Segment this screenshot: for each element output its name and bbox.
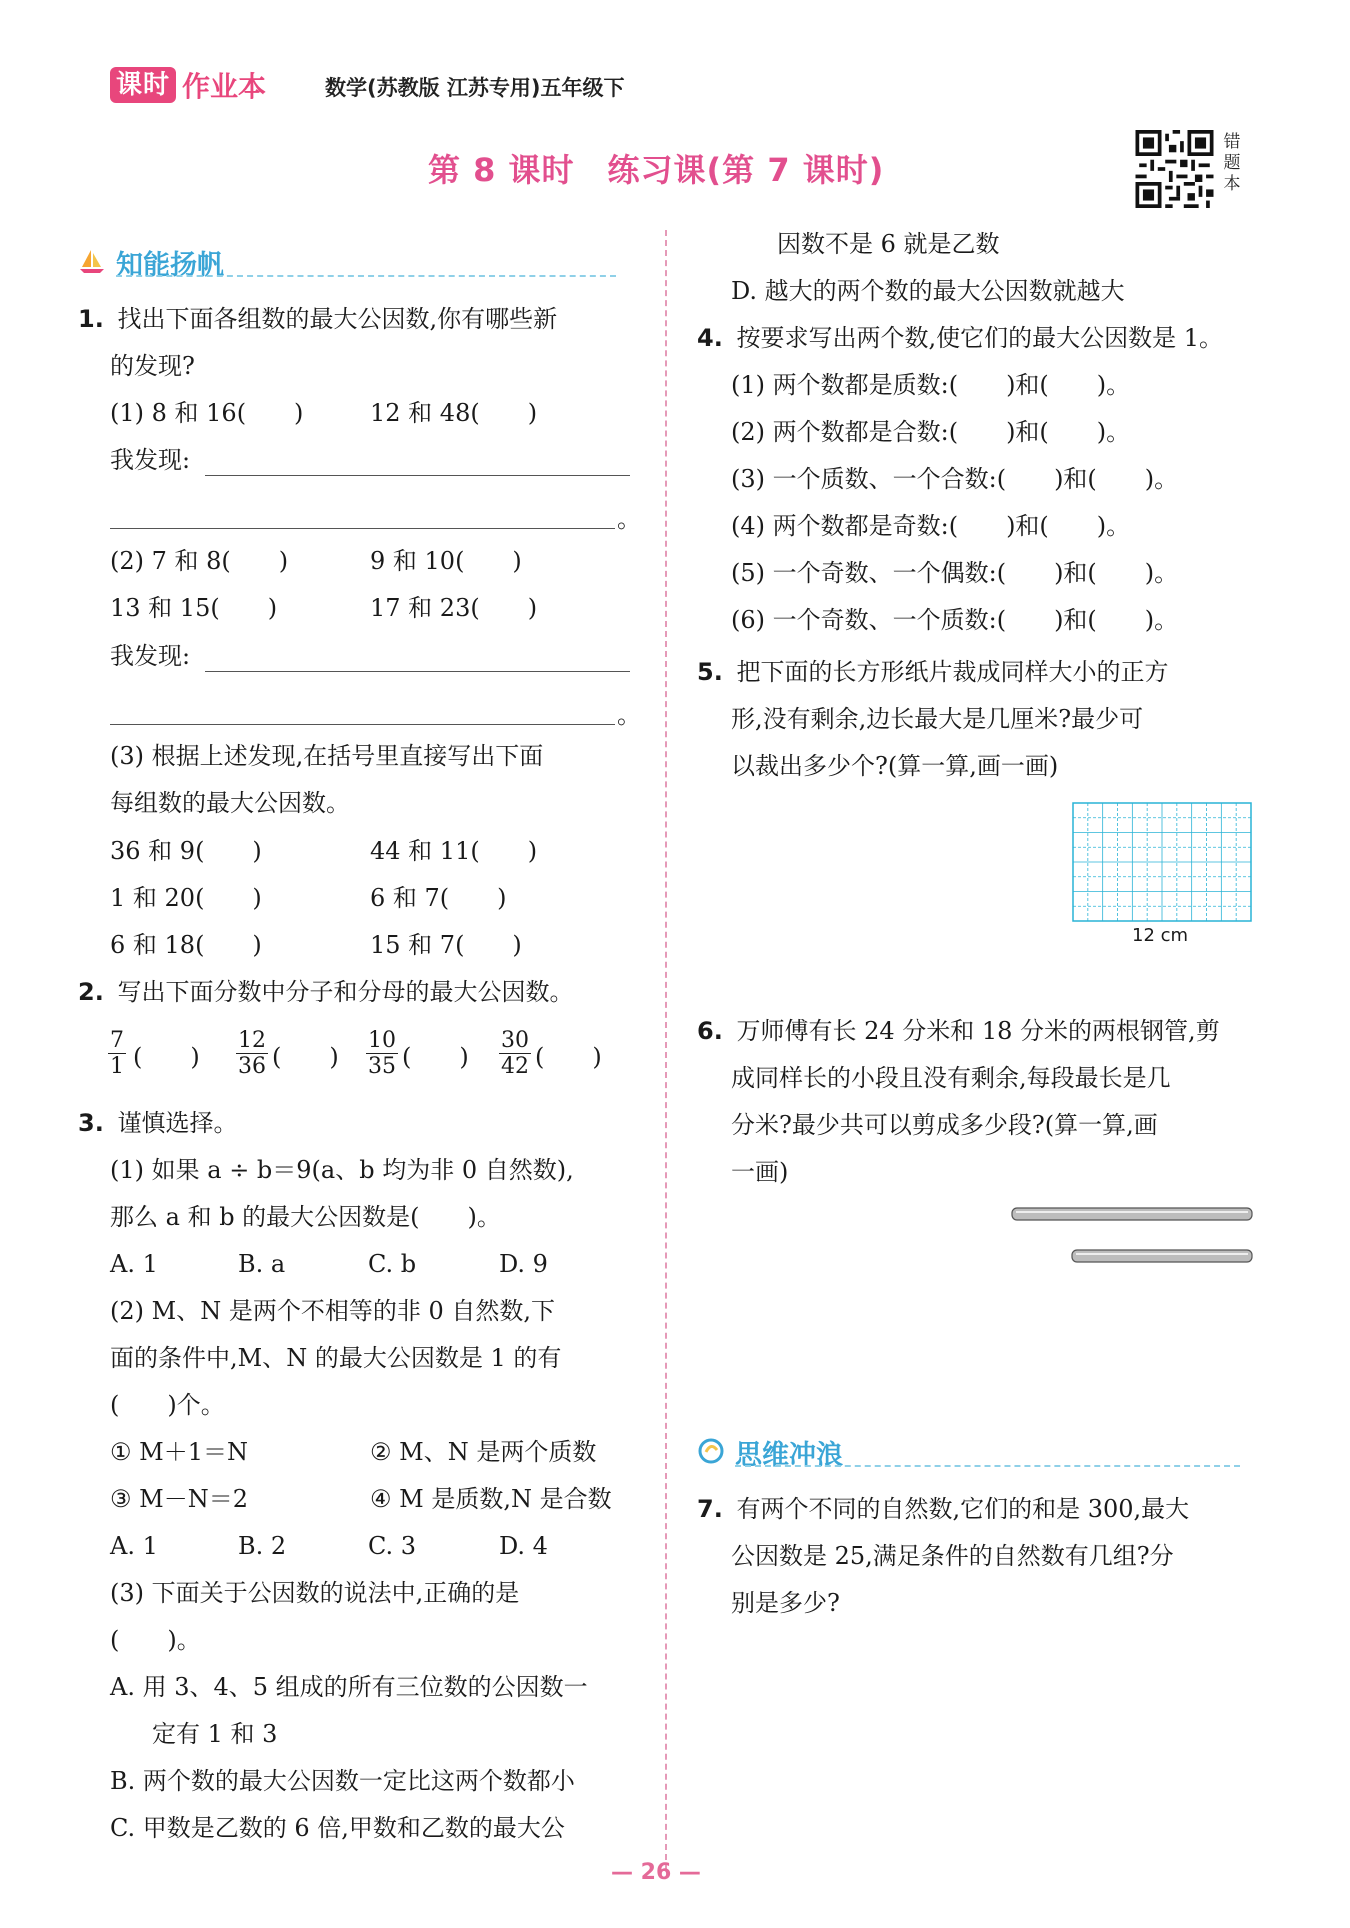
wrong-book-label: 错题本	[1223, 132, 1241, 194]
section-title: 知能扬帆	[116, 250, 224, 281]
section-title: 思维冲浪	[735, 1440, 843, 1471]
q1-r3-a: 6 和 18( )	[110, 931, 262, 959]
fraction: $\frac{7}{1}$	[110, 1028, 124, 1079]
question-stem-cont: 成同样长的小段且没有剩余,每段最长是几	[731, 1064, 1171, 1092]
q4-item-1: (1) 两个数都是质数:( )和( )。	[731, 371, 1131, 399]
question-stem-cont: 公因数是 25,满足条件的自然数有几组?分	[731, 1542, 1174, 1570]
steel-pipes	[1000, 1200, 1260, 1270]
option-a[interactable]: A. 1	[110, 1532, 158, 1560]
section-header-siwei	[697, 1433, 1249, 1473]
question-4	[697, 323, 1223, 353]
q1-p2-c: 13 和 15( )	[110, 594, 278, 622]
question-number: 4.	[697, 324, 723, 352]
q4-item-2: (2) 两个数都是合数:( )和( )。	[731, 418, 1131, 446]
q3-p1-line1: (1) 如果 a ÷ b＝9(a、b 均为非 0 自然数),	[110, 1156, 574, 1184]
question-3	[78, 1108, 237, 1138]
q1-r1-b: 44 和 11( )	[370, 837, 538, 865]
question-stem: 写出下面分数中分子和分母的最大公因数。	[117, 978, 574, 1006]
question-number: 1.	[78, 305, 104, 333]
q1-r3-b: 15 和 7( )	[370, 931, 522, 959]
option-c[interactable]: C. b	[368, 1250, 417, 1278]
question-6	[697, 1016, 1220, 1046]
question-stem-cont: 别是多少?	[731, 1589, 840, 1617]
fraction-blank: ( )	[402, 1043, 469, 1071]
column-divider	[665, 230, 667, 1870]
option-d[interactable]: D. 9	[499, 1250, 548, 1278]
condition-1: ① M＋1＝N	[110, 1438, 248, 1466]
q3-p2-line2: 面的条件中,M、N 的最大公因数是 1 的有	[110, 1344, 562, 1372]
sailboat-icon	[78, 247, 106, 275]
option-d[interactable]: D. 越大的两个数的最大公因数就越大	[731, 277, 1125, 305]
grid-width-label: 12 cm	[1132, 925, 1189, 946]
q1-p3-line2: 每组数的最大公因数。	[110, 789, 350, 817]
question-1	[78, 304, 557, 334]
period: 。	[617, 701, 641, 729]
rectangle-grid[interactable]	[1072, 802, 1252, 922]
answer-line[interactable]	[205, 475, 630, 476]
q4-item-3: (3) 一个质数、一个合数:( )和( )。	[731, 465, 1179, 493]
q3-p2-line1: (2) M、N 是两个不相等的非 0 自然数,下	[110, 1297, 555, 1325]
question-number: 5.	[697, 658, 723, 686]
period: 。	[617, 505, 641, 533]
option-b[interactable]: B. a	[238, 1250, 286, 1278]
option-b[interactable]: B. 2	[238, 1532, 287, 1560]
steel-pipe-18	[1072, 1250, 1252, 1262]
question-stem: 万师傅有长 24 分米和 18 分米的两根钢管,剪	[736, 1017, 1220, 1045]
fraction: $\frac{30}{42}$	[501, 1028, 529, 1079]
q1-p2-d: 17 和 23( )	[370, 594, 538, 622]
q1-p3-line1: (3) 根据上述发现,在括号里直接写出下面	[110, 742, 544, 770]
question-stem-cont: 形,没有剩余,边长最大是几厘米?最少可	[731, 705, 1144, 733]
question-number: 2.	[78, 978, 104, 1006]
question-number: 7.	[697, 1495, 723, 1523]
option-a[interactable]: A. 1	[110, 1250, 158, 1278]
question-number: 6.	[697, 1017, 723, 1045]
q1-r1-a: 36 和 9( )	[110, 837, 262, 865]
page-number: — 26 —	[611, 1860, 701, 1885]
question-2	[78, 977, 573, 1007]
answer-line[interactable]	[110, 528, 615, 529]
subject-label: 数学(苏教版 江苏专用)五年级下	[325, 76, 625, 100]
option-d[interactable]: D. 4	[499, 1532, 548, 1560]
question-stem-cont: 分米?最少共可以剪成多少段?(算一算,画	[731, 1111, 1158, 1139]
q4-item-6: (6) 一个奇数、一个质数:( )和( )。	[731, 606, 1179, 634]
answer-line[interactable]	[205, 671, 630, 672]
option-c[interactable]: C. 甲数是乙数的 6 倍,甲数和乙数的最大公	[110, 1814, 565, 1842]
question-stem: 把下面的长方形纸片裁成同样大小的正方	[736, 658, 1169, 686]
question-stem: 谨慎选择。	[117, 1109, 238, 1137]
section-header-zhineng	[78, 243, 630, 283]
question-stem: 有两个不同的自然数,它们的和是 300,最大	[736, 1495, 1190, 1523]
question-5	[697, 657, 1168, 687]
q3-p3-line2: ( )。	[110, 1626, 201, 1654]
answer-line[interactable]	[110, 724, 615, 725]
q4-item-4: (4) 两个数都是奇数:( )和( )。	[731, 512, 1131, 540]
fraction-blank: ( )	[133, 1043, 200, 1071]
fraction-blank: ( )	[535, 1043, 602, 1071]
option-c-cont: 因数不是 6 就是乙数	[777, 230, 1000, 258]
section-underline	[116, 275, 616, 277]
qr-code-icon[interactable]	[1133, 130, 1216, 208]
question-stem: 按要求写出两个数,使它们的最大公因数是 1。	[736, 324, 1223, 352]
q4-item-5: (5) 一个奇数、一个偶数:( )和( )。	[731, 559, 1179, 587]
q1-found-label: 我发现:	[110, 446, 191, 474]
condition-2: ② M、N 是两个质数	[370, 1438, 597, 1466]
question-stem-cont: 一画)	[731, 1158, 789, 1186]
option-a[interactable]: A. 用 3、4、5 组成的所有三位数的公因数一	[110, 1673, 588, 1701]
q1-p1-b: 12 和 48( )	[370, 399, 538, 427]
question-stem-cont: 以裁出多少个?(算一算,画一画)	[731, 752, 1059, 780]
question-7	[697, 1494, 1189, 1524]
brand-logo	[110, 66, 266, 104]
q1-r2-a: 1 和 20( )	[110, 884, 262, 912]
section-underline	[735, 1465, 1240, 1467]
q1-p2-a: (2) 7 和 8( )	[110, 547, 289, 575]
q3-p2-line3: ( )个。	[110, 1391, 225, 1419]
q1-p2-b: 9 和 10( )	[370, 547, 522, 575]
brand-name: 作业本	[182, 70, 267, 103]
question-stem: 找出下面各组数的最大公因数,你有哪些新	[117, 305, 558, 333]
q3-p3-line1: (3) 下面关于公因数的说法中,正确的是	[110, 1579, 520, 1607]
condition-4: ④ M 是质数,N 是合数	[370, 1485, 612, 1513]
question-number: 3.	[78, 1109, 104, 1137]
q1-found-label-2: 我发现:	[110, 642, 191, 670]
logo-mark: 课时	[110, 67, 176, 103]
option-c[interactable]: C. 3	[368, 1532, 417, 1560]
q1-p1-a: (1) 8 和 16( )	[110, 399, 304, 427]
q1-r2-b: 6 和 7( )	[370, 884, 507, 912]
question-stem-cont: 的发现?	[110, 352, 195, 380]
lesson-title: 第 8 课时 练习课(第 7 课时)	[428, 151, 885, 189]
option-a-cont: 定有 1 和 3	[152, 1720, 278, 1748]
wave-icon	[697, 1437, 725, 1465]
option-b[interactable]: B. 两个数的最大公因数一定比这两个数都小	[110, 1767, 575, 1795]
fraction: $\frac{10}{35}$	[368, 1028, 396, 1079]
fraction-blank: ( )	[272, 1043, 339, 1071]
condition-3: ③ M－N＝2	[110, 1485, 248, 1513]
steel-pipe-24	[1012, 1208, 1252, 1220]
fraction: $\frac{12}{36}$	[238, 1028, 266, 1079]
q3-p1-line2: 那么 a 和 b 的最大公因数是( )。	[110, 1203, 501, 1231]
